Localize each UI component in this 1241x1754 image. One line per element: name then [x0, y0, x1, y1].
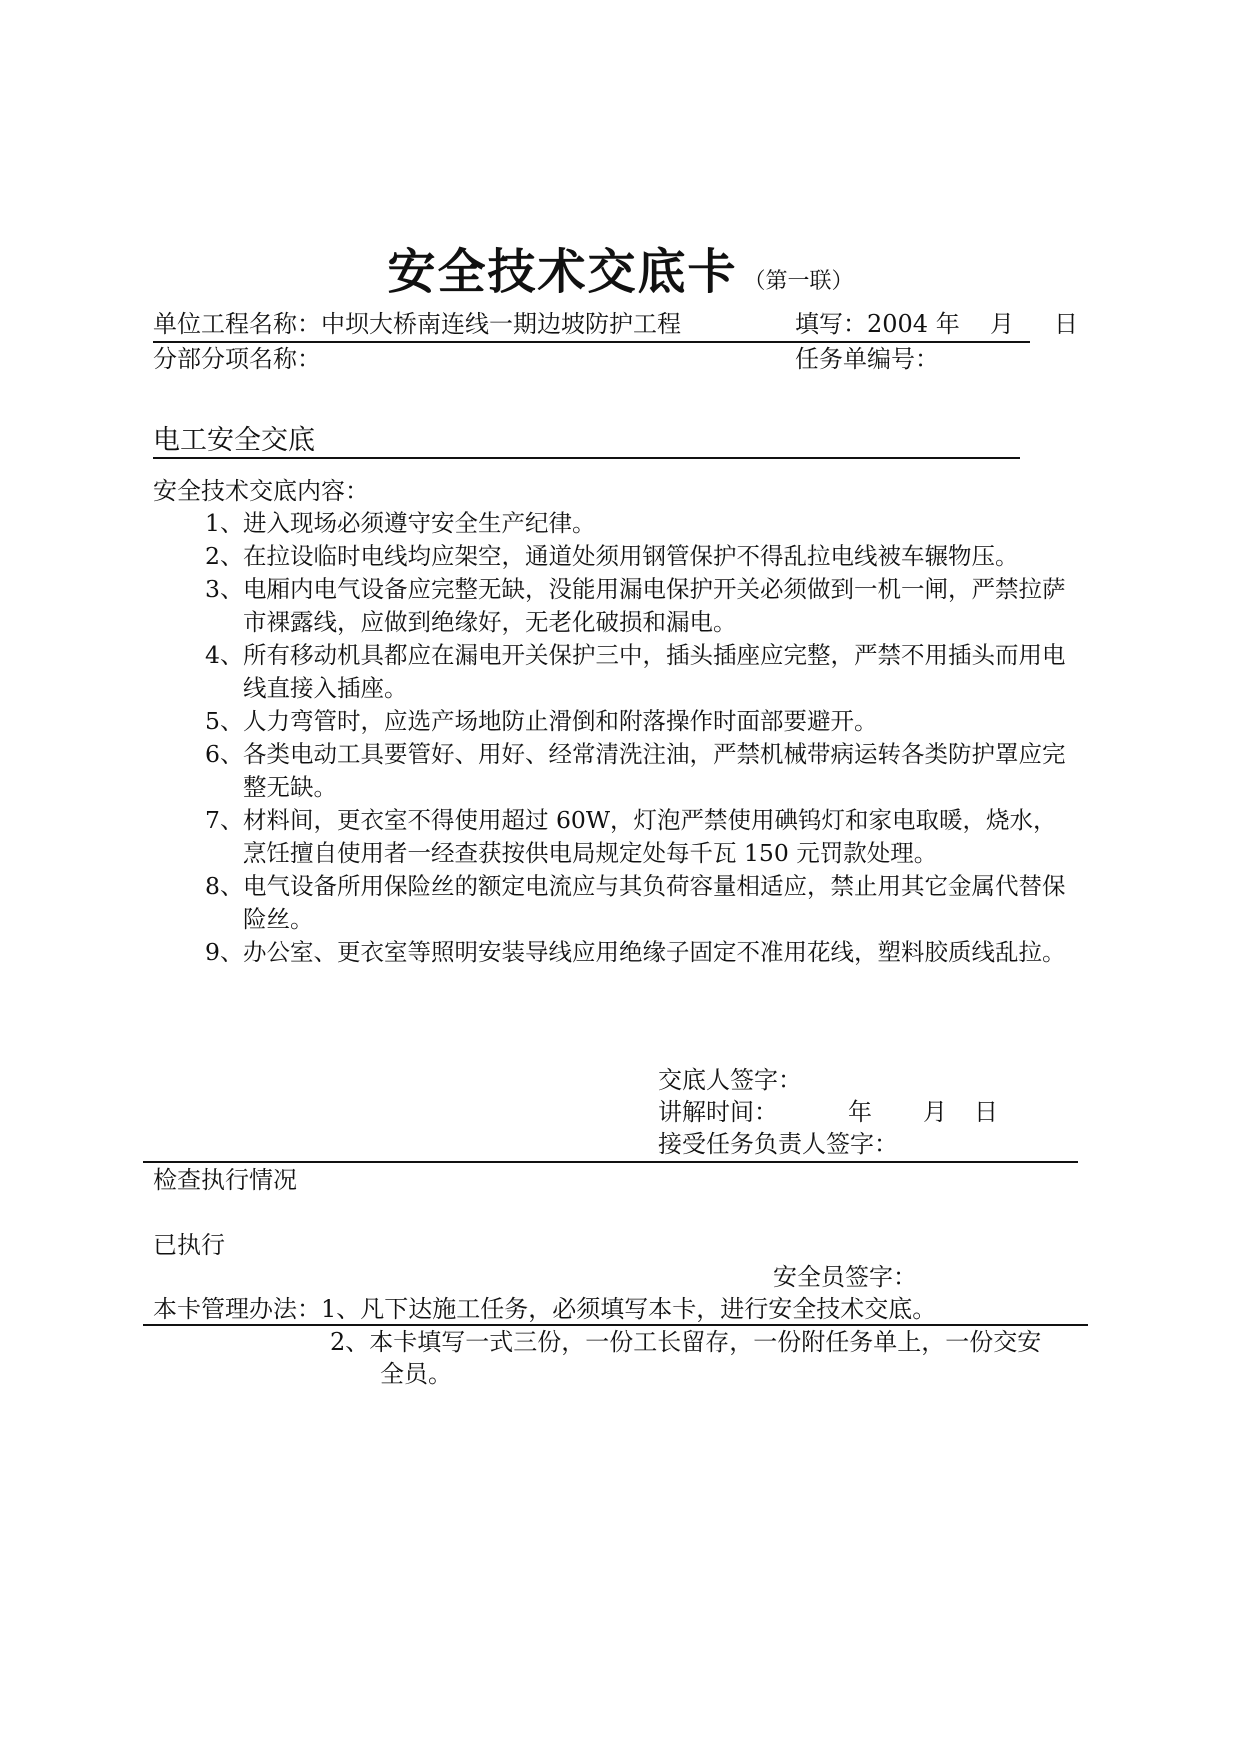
fill-label: 填写： [795, 310, 867, 338]
management-rule-row [330, 1326, 1041, 1358]
lecture-day-unit: 日 [974, 1098, 998, 1126]
item-number: 2、 [205, 542, 244, 570]
item-number: 3、 [205, 575, 244, 603]
item-number: 6、 [205, 740, 244, 768]
list-item [205, 573, 1075, 639]
fill-day-unit: 日 [1054, 310, 1078, 338]
unit-project-value: 中坝大桥南连线一期边坡防护工程 [321, 310, 681, 338]
safety-officer-signature-label: 安全员签字： [773, 1263, 917, 1291]
item-number: 5、 [205, 707, 244, 735]
section-heading: 电工安全交底 [153, 425, 315, 456]
rule-number: 2、 [330, 1328, 370, 1356]
receiver-signature-label: 接受任务负责人签字： [658, 1130, 898, 1158]
inspection-label: 检查执行情况 [153, 1166, 297, 1194]
list-item [205, 870, 1075, 936]
signature-divider [143, 1161, 1078, 1163]
briefer-signature-label: 交底人签字： [658, 1066, 802, 1094]
section-divider [153, 457, 1020, 459]
list-item [205, 804, 1075, 870]
item-text: 进入现场必须遵守安全生产纪律。 [243, 509, 596, 537]
subproject-label: 分部分项名称： [153, 345, 321, 373]
list-item [205, 738, 1075, 804]
lecture-month-unit: 月 [923, 1098, 947, 1126]
list-item [205, 540, 1075, 573]
list-item [205, 639, 1075, 705]
unit-project-label: 单位工程名称： [153, 310, 321, 338]
item-text: 所有移动机具都应在漏电开关保护三中，插头插座应完整，严禁不用插头而用电线直接入插座。 [243, 641, 1066, 702]
card-title-block [0, 233, 1241, 302]
list-item [205, 705, 1075, 738]
item-number: 1、 [205, 509, 244, 537]
management-rule-row [153, 1293, 936, 1325]
lecture-time-label: 讲解时间： [658, 1098, 778, 1126]
list-item [205, 507, 1075, 540]
fill-year-unit: 年 [935, 310, 960, 338]
rule-text: 凡下达施工任务，必须填写本卡，进行安全技术交底。 [360, 1295, 937, 1323]
item-text: 各类电动工具要管好、用好、经常清洗注油，严禁机械带病运转各类防护罩应完整无缺。 [243, 740, 1066, 801]
rule-text-continued: 全员。 [380, 1360, 452, 1388]
rule-number: 1、 [321, 1295, 361, 1323]
fill-year: 2004 [867, 310, 929, 338]
item-text: 人力弯管时，应选产场地防止滑倒和附落操作时面部要避开。 [243, 707, 878, 735]
task-no-label: 任务单编号： [795, 345, 939, 373]
rule-text: 本卡填写一式三份，一份工长留存，一份附任务单上，一份交安 [369, 1328, 1042, 1356]
item-text: 电气设备所用保险丝的额定电流应与其负荷容量相适应，禁止用其它金属代替保险丝。 [243, 872, 1066, 933]
inspection-status: 已执行 [153, 1231, 225, 1259]
lecture-year-unit: 年 [848, 1098, 872, 1126]
item-text: 材料间，更衣室不得使用超过 60W，灯泡严禁使用碘钨灯和家电取暖，烧水，烹饪擅自使用者一经查获按供电局规定处每千瓦 150 元罚款处理。 [243, 806, 1057, 867]
item-text: 在拉设临时电线均应架空，通道处须用钢管保护不得乱拉电线被车辗物压。 [243, 542, 1019, 570]
unit-project-row [153, 308, 681, 340]
item-number: 9、 [205, 938, 244, 966]
copy-label: （第一联） [743, 269, 854, 294]
fill-date-row [795, 308, 960, 340]
item-text: 电厢内电气设备应完整无缺，没能用漏电保护开关必须做到一机一闸，严禁拉萨市裸露线，应做到绝缘好，无老化破损和漏电。 [243, 575, 1066, 636]
item-text: 办公室、更衣室等照明安装导线应用绝缘子固定不准用花线，塑料胶质线乱拉。 [243, 938, 1066, 966]
fill-month-unit: 月 [990, 310, 1014, 338]
item-number: 8、 [205, 872, 244, 900]
management-label: 本卡管理办法： [153, 1295, 321, 1323]
item-number: 7、 [205, 806, 244, 834]
list-item [205, 936, 1075, 969]
content-label: 安全技术交底内容： [153, 477, 369, 505]
card-title: 安全技术交底卡 [387, 244, 738, 300]
item-number: 4、 [205, 641, 244, 669]
